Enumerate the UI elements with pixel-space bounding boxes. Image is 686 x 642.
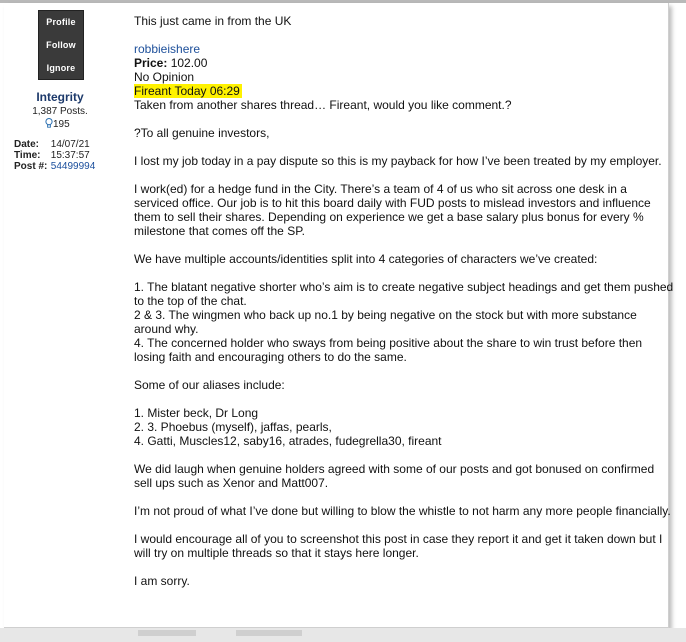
post-text <box>134 98 674 588</box>
postnum-label: Post #: <box>14 161 48 172</box>
paragraph-gap <box>134 112 674 126</box>
post-paragraph: Taken from another shares thread… Fireant, would you like comment.? <box>134 98 512 112</box>
post-date: 14/07/21 <box>50 139 90 150</box>
highlight-line <box>134 84 674 98</box>
post-paragraph: 1. The blatant negative shorter who’s aim is to create negative subject headings and get them pushed to the top of the chat. <box>134 280 674 308</box>
post-paragraph: I work(ed) for a hedge fund in the City. There’s a team of 4 of us who sit across one desk in a serviced office. Our job is to hit this board daily with FUD posts to mislead investors and influence them to sell their shares. Depending on experience we get a base salary plus bonus for every % milestone that comes off the SP. <box>134 182 651 238</box>
paragraph-gap <box>134 448 674 462</box>
follow-button[interactable]: Follow <box>46 40 76 50</box>
paragraph-gap <box>134 392 674 406</box>
post-paragraph: I would encourage all of you to screenshot this post in case they report it and get it taken down but I will try on multiple threads so that it stays here longer. <box>134 532 663 560</box>
bottom-tab <box>138 630 196 636</box>
rating-value: 195 <box>53 119 70 130</box>
paragraph-gap <box>134 518 674 532</box>
paragraph-gap <box>134 266 674 280</box>
post-paragraph: I lost my job today in a pay dispute so this is my payback for how I’ve been treated by my employer. <box>134 154 662 168</box>
paragraph-gap <box>134 560 674 574</box>
post-count: 1,387 Posts. <box>32 106 88 117</box>
post-intro: This just came in from the UK <box>134 14 292 28</box>
post-paragraph: 1. Mister beck, Dr Long <box>134 406 259 420</box>
date-label: Date: <box>14 139 40 150</box>
bottom-bar <box>0 628 686 642</box>
post-paragraph: I’m not proud of what I’ve done but willing to blow the whistle to not harm any more people financially. <box>134 504 671 518</box>
paragraph-gap <box>134 364 674 378</box>
lightbulb-icon <box>45 118 53 128</box>
user-action-panel <box>38 10 84 80</box>
paragraph-gap <box>134 168 674 182</box>
time-label: Time: <box>14 150 41 161</box>
post-paragraph: 2. 3. Phoebus (myself), jaffas, pearls, <box>134 420 332 434</box>
profile-button[interactable]: Profile <box>46 17 76 27</box>
paragraph-gap <box>134 140 674 154</box>
price-label: Price: <box>134 56 168 70</box>
post-paragraph: I am sorry. <box>134 574 190 588</box>
post-paragraph: 2 & 3. The wingmen who back up no.1 by being negative on the stock but with more substance around why. <box>134 308 637 336</box>
ignore-button[interactable]: Ignore <box>46 63 76 73</box>
highlighted-text: Fireant Today 06:29 <box>134 84 240 98</box>
post-paragraph: We have multiple accounts/identities split into 4 categories of characters we’ve created: <box>134 252 598 266</box>
post-paragraph: 4. The concerned holder who sways from being positive about the share to win trust before then losing faith and encouraging others to do the same. <box>134 336 643 364</box>
post-paragraph: ?To all genuine investors, <box>134 126 270 140</box>
post-paragraph: Some of our aliases include: <box>134 378 285 392</box>
post-paragraph: 4. Gatti, Muscles12, saby16, atrades, fudegrella30, fireant <box>134 434 442 448</box>
rating <box>45 117 75 130</box>
poster-username[interactable]: Integrity <box>36 90 84 104</box>
paragraph-gap <box>134 238 674 252</box>
post-body <box>134 14 674 588</box>
bottom-tab <box>236 630 302 636</box>
post-paragraph: We did laugh when genuine holders agreed with some of our posts and got bonused on confirmed sell ups such as Xenor and Matt007. <box>134 462 655 490</box>
post-meta <box>14 139 95 172</box>
price-value: 102.00 <box>170 56 208 70</box>
paragraph-gap <box>134 490 674 504</box>
quoted-user-link[interactable]: robbieishere <box>134 42 201 56</box>
price-line <box>134 56 674 70</box>
post-number-link[interactable]: 54499994 <box>50 161 96 172</box>
opinion: No Opinion <box>134 70 195 84</box>
post-time: 15:37:57 <box>50 150 90 161</box>
